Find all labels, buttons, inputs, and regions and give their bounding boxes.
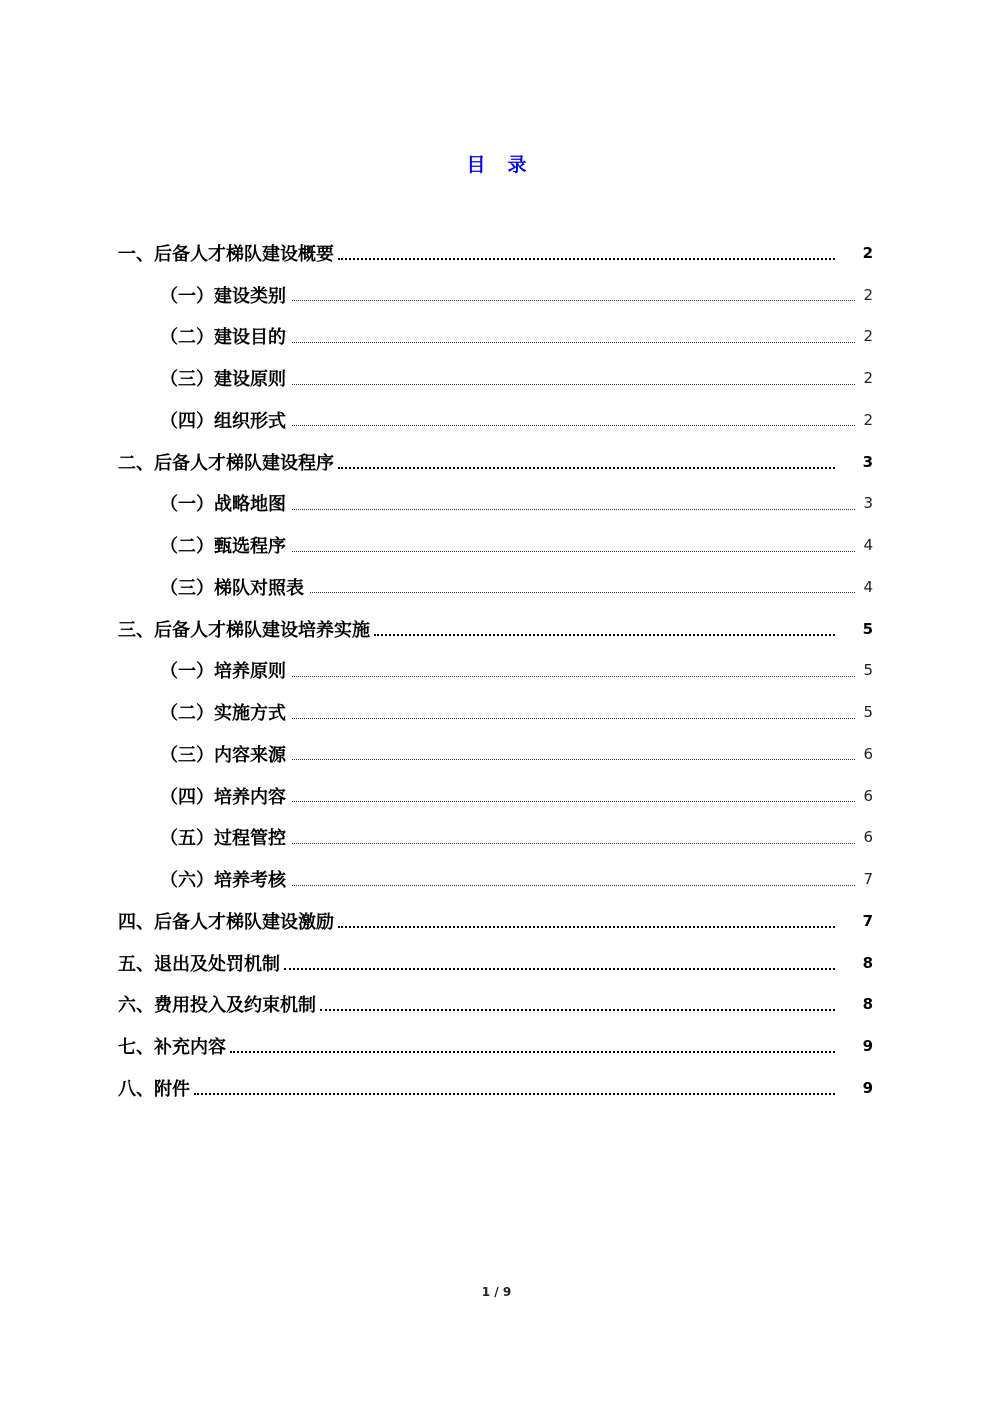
toc-entry-label: （一）战略地图: [160, 494, 286, 516]
dot-leader: [194, 1093, 835, 1095]
toc-entry-subsection[interactable]: [118, 316, 873, 358]
toc-entry-subsection[interactable]: [118, 858, 873, 900]
dot-leader: [292, 843, 855, 844]
toc-entry-label: （五）过程管控: [160, 828, 286, 850]
dot-leader: [292, 885, 855, 886]
toc-entry-subsection[interactable]: [118, 733, 873, 775]
toc-entry-page: 2: [863, 410, 873, 429]
toc-entry-page: 9: [862, 1078, 873, 1097]
toc-entry-subsection[interactable]: [118, 650, 873, 692]
dot-leader: [338, 258, 835, 260]
toc-entry-page: 8: [862, 953, 873, 972]
toc-entry-section[interactable]: [118, 608, 873, 650]
dot-leader: [292, 759, 855, 760]
dot-leader: [292, 425, 855, 426]
toc-entry-page: 3: [863, 494, 873, 513]
toc-entry-label: （二）甄选程序: [160, 536, 286, 558]
toc-entry-page: 2: [862, 243, 873, 262]
toc-entry-page: 6: [863, 744, 873, 763]
dot-leader: [292, 801, 855, 802]
toc-entry-label: （六）培养考核: [160, 870, 286, 892]
toc-entry-subsection[interactable]: [118, 357, 873, 399]
dot-leader: [338, 467, 835, 469]
toc-entry-subsection[interactable]: [118, 399, 873, 441]
toc-entry-section[interactable]: [118, 232, 873, 274]
toc-entry-label: （三）梯队对照表: [160, 577, 304, 599]
dot-leader: [292, 384, 855, 385]
toc-entry-label: （四）组织形式: [160, 410, 286, 432]
toc-entry-subsection[interactable]: [118, 524, 873, 566]
toc-entry-label: （三）建设原则: [160, 369, 286, 391]
toc-entry-page: 4: [863, 536, 873, 555]
toc-entry-label: 四、后备人才梯队建设激励: [118, 911, 334, 933]
dot-leader: [292, 342, 855, 343]
toc-entry-section[interactable]: [118, 441, 873, 483]
toc-entry-label: （三）内容来源: [160, 744, 286, 766]
toc-entry-label: （四）培养内容: [160, 786, 286, 808]
toc-entry-page: 7: [863, 870, 873, 889]
table-of-contents: [118, 232, 873, 1109]
dot-leader: [292, 676, 855, 677]
dot-leader: [292, 509, 855, 510]
toc-entry-page: 2: [863, 285, 873, 304]
toc-entry-label: 三、后备人才梯队建设培养实施: [118, 619, 370, 641]
toc-entry-label: 六、费用投入及约束机制: [118, 995, 316, 1017]
toc-entry-page: 2: [863, 369, 873, 388]
toc-entry-section[interactable]: [118, 1025, 873, 1067]
dot-leader: [230, 1051, 835, 1053]
toc-entry-page: 5: [862, 619, 873, 638]
dot-leader: [338, 926, 835, 928]
dot-leader: [320, 1009, 835, 1011]
toc-entry-label: 八、附件: [118, 1078, 190, 1100]
toc-title-char-2: 录: [507, 154, 527, 176]
toc-entry-label: 七、补充内容: [118, 1037, 226, 1059]
toc-entry-label: （二）建设目的: [160, 327, 286, 349]
toc-entry-page: 6: [863, 828, 873, 847]
toc-entry-page: 2: [863, 327, 873, 346]
toc-entry-page: 6: [863, 786, 873, 805]
dot-leader: [284, 968, 835, 970]
toc-entry-subsection[interactable]: [118, 775, 873, 817]
toc-entry-section[interactable]: [118, 900, 873, 942]
toc-entry-section[interactable]: [118, 1067, 873, 1109]
toc-entry-label: （二）实施方式: [160, 703, 286, 725]
toc-entry-subsection[interactable]: [118, 691, 873, 733]
toc-entry-label: 一、后备人才梯队建设概要: [118, 243, 334, 265]
toc-entry-page: 5: [863, 703, 873, 722]
dot-leader: [292, 300, 855, 301]
toc-entry-subsection[interactable]: [118, 817, 873, 859]
toc-entry-label: （一）建设类别: [160, 285, 286, 307]
dot-leader: [292, 718, 855, 719]
toc-title-char-1: 目: [466, 154, 486, 176]
toc-entry-page: 7: [862, 911, 873, 930]
toc-entry-page: 5: [863, 661, 873, 680]
toc-entry-subsection[interactable]: [118, 566, 873, 608]
page-number: 1 / 9: [481, 1285, 512, 1299]
toc-entry-label: （一）培养原则: [160, 661, 286, 683]
toc-entry-page: 8: [862, 995, 873, 1014]
toc-entry-subsection[interactable]: [118, 483, 873, 525]
toc-entry-label: 五、退出及处罚机制: [118, 953, 280, 975]
dot-leader: [292, 551, 855, 552]
dot-leader: [310, 592, 855, 593]
dot-leader: [374, 634, 835, 636]
toc-entry-page: 3: [862, 452, 873, 471]
toc-entry-subsection[interactable]: [118, 274, 873, 316]
toc-entry-page: 9: [862, 1037, 873, 1056]
toc-title: [0, 150, 993, 177]
toc-entry-page: 4: [863, 577, 873, 596]
toc-entry-section[interactable]: [118, 942, 873, 984]
toc-entry-section[interactable]: [118, 984, 873, 1026]
toc-entry-label: 二、后备人才梯队建设程序: [118, 452, 334, 474]
